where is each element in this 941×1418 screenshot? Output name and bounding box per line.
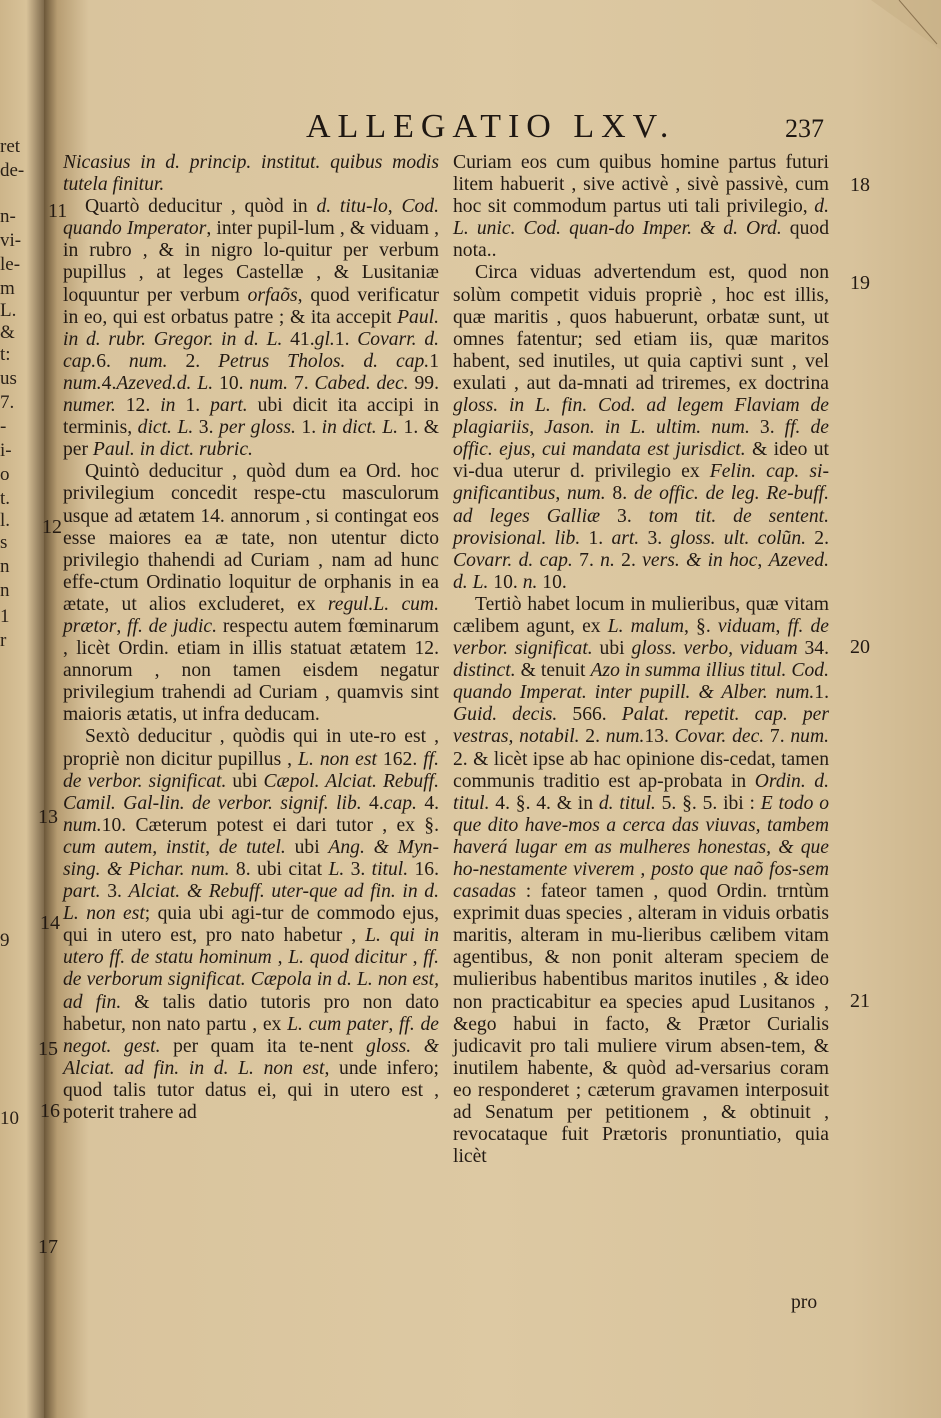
margin-paragraph-number: 19 — [850, 272, 870, 294]
prev-page-fragment: 7. — [0, 392, 15, 413]
prev-page-fragment: - — [0, 416, 7, 437]
prev-page-fragment: r — [0, 630, 7, 651]
prev-page-fragment: vi- — [0, 230, 22, 251]
prev-page-fragment: s — [0, 532, 8, 553]
margin-paragraph-number: 17 — [38, 1236, 58, 1258]
prev-page-fragment: ret — [0, 136, 21, 157]
prev-page-fragment: l. — [0, 510, 11, 531]
prev-page-fragment: 9 — [0, 930, 10, 951]
prev-page-fragment: 10 — [0, 1108, 19, 1129]
prev-page-fragment: o — [0, 464, 10, 485]
previous-page-edge — [0, 0, 44, 1418]
paragraph: Tertiò habet locum in mulieribus, quæ vitam cælibem agunt, ex L. malum, §. viduam, ff. de verbor. significat. ubi gloss. verbo, viduam 34. distinct. & tenuit Azo in summa illius titul. Cod. quando Imperat. inter pupill. & Alber. num.1. Guid. decis. 566. Palat. repetit. cap. per vestras, notabil. 2. num.13. Covar. dec. 7. num. 2. & licèt ipse ab hac opinione dis-cedat, tamen communis traditio est ap-probata in Ordin. d. titul. 4. §. 4. & in d. titul. 5. §. 5. ibi : E todo o que dito have-mos a cerca das viuvas, tambem haverá lugar em as mulheres honestas, & que ho-nestamente viverem , posto que naõ fos-sem casadas : fateor tamen , quod Ordin. trntùm exprimit duas species , alteram in viduis orbatis maritis, alteram in mu-lieribus cælibem vitam agentibus, & non ponit alteram speciem de mulieribus habentibus maritos inutiles , & ideo non practicabitur ea species apud Lusitanos , &ego habui in facto, & Prætor Curialis judicavit pro tali muliere virum absen-tem, & inutilem habente, & quòd ad-versarius coram eo responderet ; cæterum gravamen interposuit ad Senatum per petitionem , & obtinuit , revocataque fuit Prætoris pronuntiatio, quia licèt — [453, 593, 829, 1168]
running-title: ALLEGATIO LXV. — [306, 108, 676, 145]
margin-paragraph-number: 20 — [850, 636, 870, 658]
prev-page-fragment: le- — [0, 254, 21, 275]
prev-page-fragment: i- — [0, 440, 12, 461]
prev-page-fragment: n — [0, 580, 10, 601]
margin-paragraph-number: 12 — [42, 516, 62, 538]
paragraph: Curiam eos cum quibus homine partus futuri litem habuerit , sive activè , sivè passivè, cum hoc sit commodum partus uti tali privilegio, d. L. unic. Cod. quan-do Imper. & d. Ord. quod nota.. — [453, 152, 829, 262]
margin-paragraph-number: 16 — [40, 1100, 60, 1122]
prev-page-fragment: n- — [0, 206, 16, 227]
margin-paragraph-number: 11 — [48, 200, 68, 222]
paragraph: Nicasius in d. princip. institut. quibus modis tutela finitur. — [63, 152, 439, 196]
prev-page-fragment: us — [0, 368, 17, 389]
prev-page-fragment: t. — [0, 488, 11, 509]
prev-page-fragment: 1 — [0, 606, 10, 627]
paragraph: Quintò deducitur , quòd dum ea Ord. hoc privilegium concedit respe-ctu masculorum usque ad ætatem 14. annorum , si contingat eos esse maiores ea æ tate, non utentur dicto privilegio thahendi ad Curiam , nam ad hunc effe-ctum Ordinatio loquitur de orphanis in ea ætate, ut alios excluderet, ex regul.L. cum. prætor, ff. de judic. respectu autem fœminarum , licèt Ordin. etiam in illis statuat ætatem 12. annorum , non tamen eisdem negatur privilegium trahendi ad Curiam , quamvis sint maioris ætatis, ut infra deducam. — [63, 461, 440, 726]
prev-page-fragment: L. — [0, 300, 17, 321]
paragraph: Circa viduas advertendum est, quod non solùm competit viduis propriè , hoc est illis, quæ maritis , quos habuerunt, orbatæ sunt, ut omnes fatentur; sed etiam iis, quæ maritos habent, sed inutiles, ut quia captivi sunt , vel exulati , aut da-mnati ad triremes, ex doctrina gloss. in L. fin. Cod. ad legem Flaviam de plagiariis, Jason. in L. ultim. num. 3. ff. de offic. ejus, cui mandata est jurisdict. & ideo ut vi-dua uterur d. privilegio ex Felin. cap. si-gnificantibus, num. 8. de offic. de leg. Re-buff. ad leges Galliæ 3. tom tit. de sentent. provisional. lib. 1. art. 3. gloss. ult. colũn. 2. Covarr. d. cap. 7. n. 2. vers. & in hoc, Azeved. d. L. 10. n. 10. — [453, 262, 830, 593]
prev-page-fragment: m — [0, 278, 15, 299]
right-text-column — [453, 152, 829, 1168]
prev-page-fragment: n — [0, 556, 10, 577]
prev-page-fragment: & — [0, 322, 15, 343]
prev-page-fragment: de- — [0, 160, 25, 181]
margin-paragraph-number: 14 — [40, 912, 60, 934]
prev-page-fragment: t: — [0, 344, 11, 365]
margin-paragraph-number: 13 — [38, 806, 58, 828]
margin-paragraph-number: 21 — [850, 990, 870, 1012]
left-text-column — [63, 152, 439, 1124]
catchword: pro — [791, 1292, 818, 1313]
paragraph: Sextò deducitur , quòdis qui in ute-ro est , propriè non dicitur pupillus , L. non est 162. ff. de verbor. significat. ubi Cæpol. Alciat. Rebuff. Camil. Gal-lin. de verbor. signif. lib. 4.cap. 4. num.10. Cæterum potest ei dari tutor , ex §. cum autem, instit, de tutel. ubi Ang. & Myn-sing. & Pichar. num. 8. ubi citat L. 3. titul. 16. part. 3. Alciat. & Rebuff. uter-que ad fin. in d. L. non est; quia ubi agi-tur de commodo ejus, qui in utero est, pro nato habetur , L. qui in utero ff. de statu hominum , L. quod dicitur , ff. de verborum significat. Cæpola in d. L. non est, ad fin. & talis datio tutoris pro non dato habetur, non nato partu , ex L. cum pater, ff. de negot. gest. per quam ita te-nent gloss. & Alciat. ad fin. in d. L. non est, unde infero; quod talis tutor datus ei, qui in utero est , poterit trahere ad — [63, 726, 440, 1124]
page-number: 237 — [785, 114, 824, 143]
page-header — [44, 108, 941, 154]
margin-paragraph-number: 18 — [850, 174, 870, 196]
book-page — [38, 0, 941, 1418]
page-corner-fold-icon — [871, 0, 941, 50]
paragraph: Quartò deducitur , quòd in d. titu-lo, Cod. quando Imperator, inter pupil-lum , & viduam , in rubro , & in nigro lo-quitur per verbum pupillus , at leges Castellæ , & Lusitaniæ loquuntur per verbum orfaõs, quod verificatur in eo, qui est orbatus patre ; & ita accepit Paul. in d. rubr. Gregor. in d. L. 41.gl.1. Covarr. d. cap.6. num. 2. Petrus Tholos. d. cap.1 num.4.Azeved.d. L. 10. num. 7. Cabed. dec. 99. numer. 12. in 1. part. ubi dicit ita accipi in terminis, dict. L. 3. per gloss. 1. in dict. L. 1. & per Paul. in dict. rubric. — [63, 196, 440, 461]
margin-paragraph-number: 15 — [38, 1038, 58, 1060]
